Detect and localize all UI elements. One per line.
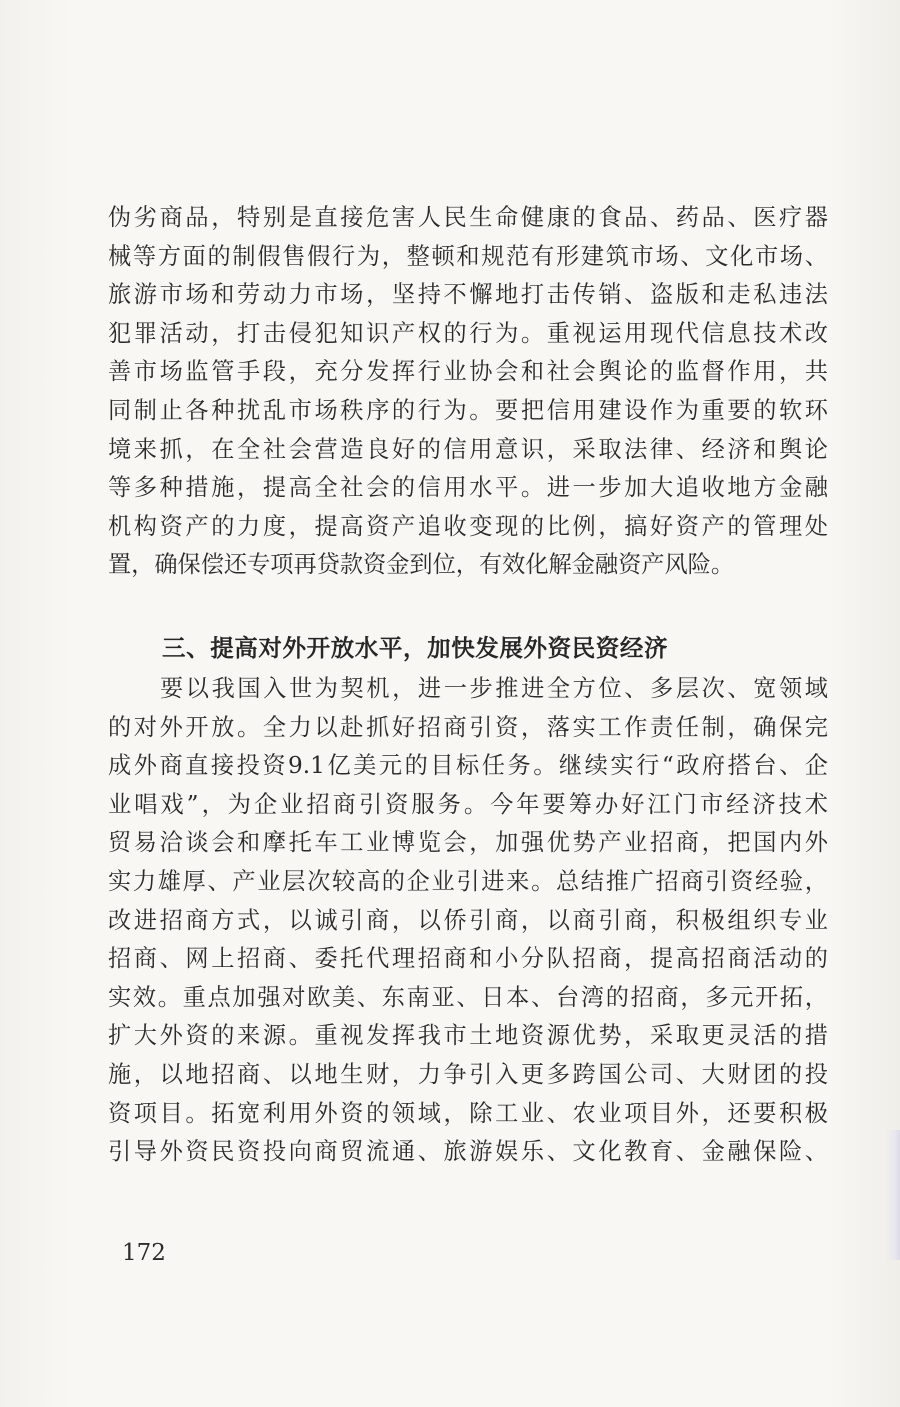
paragraph-continuation [108, 199, 828, 585]
paragraph-line: 引导外资民资投向商贸流通、旅游娱乐、文化教育、金融保险、 [108, 1138, 828, 1166]
paragraph-line: 伪劣商品，特别是直接危害人民生命健康的食品、药品、医疗器 [108, 204, 828, 231]
paragraph-line: 施，以地招商、以地生财，力争引入更多跨国公司、大财团的投 [108, 1060, 828, 1088]
paragraph-line: 改进招商方式，以诚引商，以侨引商，以商引商，积极组织专业 [108, 906, 828, 934]
paragraph-line: 械等方面的制假售假行为，整顿和规范有形建筑市场、文化市场、 [108, 242, 828, 270]
paragraph-line: 善市场监管手段，充分发挥行业协会和社会舆论的监督作用，共 [108, 358, 828, 386]
paragraph-line: 等多种措施，提高全社会的信用水平。进一步加大追收地方金融 [108, 474, 828, 502]
paragraph-line: 的对外开放。全力以赴抓好招商引资，落实工作责任制，确保完 [108, 713, 828, 741]
paragraph-line: 境来抓，在全社会营造良好的信用意识，采取法律、经济和舆论 [108, 435, 828, 463]
paragraph-line: 招商、网上招商、委托代理招商和小分队招商，提高招商活动的 [108, 945, 828, 973]
paragraph-line: 置，确保偿还专项再贷款资金到位，有效化解金融资产风险。 [108, 551, 735, 579]
paragraph-line: 贸易洽谈会和摩托车工业博览会，加强优势产业招商，把国内外 [108, 829, 828, 857]
page-edge-shadow [886, 1130, 900, 1260]
paragraph-line: 旅游市场和劳动力市场，坚持不懈地打击传销、盗版和走私违法 [108, 281, 828, 309]
paragraph-line: 同制止各种扰乱市场秩序的行为。要把信用建设作为重要的软环 [108, 396, 828, 424]
paragraph-line: 成外商直接投资9.1亿美元的目标任务。继续实行“政府搭台、企 [108, 752, 828, 780]
section-heading: 三、提高对外开放水平，加快发展外资民资经济 [162, 634, 669, 662]
section-paragraph [108, 670, 828, 1172]
paragraph-line: 扩大外资的来源。重视发挥我市土地资源优势，采取更灵活的措 [108, 1022, 828, 1050]
paragraph-line: 实效。重点加强对欧美、东南亚、日本、台湾的招商，多元开拓， [108, 983, 828, 1011]
paragraph-line: 要以我国入世为契机，进一步推进全方位、多层次、宽领域 [160, 675, 828, 702]
paragraph-line: 资项目。拓宽利用外资的领域，除工业、农业项目外，还要积极 [108, 1099, 828, 1127]
paragraph-line: 机构资产的力度，提高资产追收变现的比例，搞好资产的管理处 [108, 512, 828, 540]
page-number: 172 [122, 1240, 166, 1266]
paragraph-line: 业唱戏”，为企业招商引资服务。今年要筹办好江门市经济技术 [108, 790, 828, 818]
paragraph-line: 实力雄厚、产业层次较高的企业引进来。总结推广招商引资经验， [108, 867, 828, 895]
paragraph-line: 犯罪活动，打击侵犯知识产权的行为。重视运用现代信息技术改 [108, 319, 828, 347]
